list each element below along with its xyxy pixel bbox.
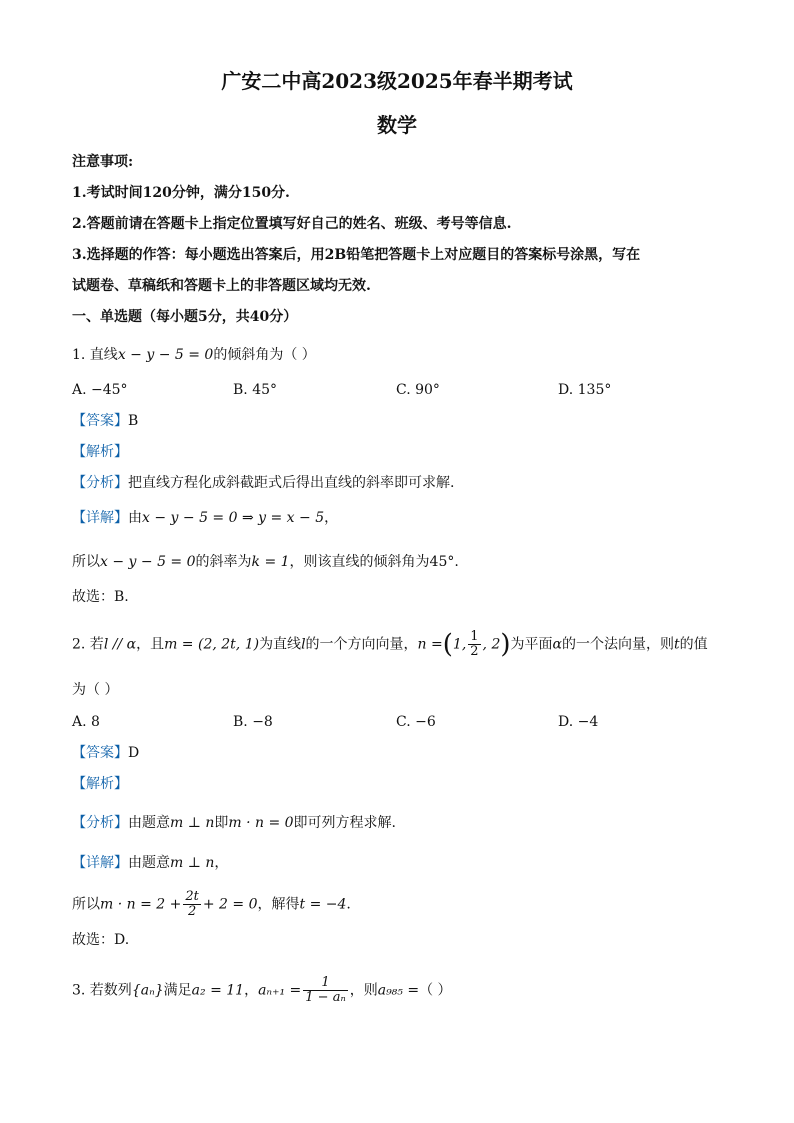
q1-option-b: B. 45° xyxy=(233,382,278,398)
q2-answer: 【答案】D xyxy=(72,745,140,761)
q1-detail-line2: 所以x − y − 5 = 0的斜率为k = 1，则该直线的倾斜角为45°. xyxy=(72,554,459,570)
q1-conclusion: 故选：B. xyxy=(72,589,129,605)
q2-option-d: D. −4 xyxy=(558,714,599,730)
q2-option-b: B. −8 xyxy=(233,714,273,730)
q2-option-a: A. 8 xyxy=(72,714,100,730)
subject-title: 数学 xyxy=(377,113,417,137)
answer-tag: 【答案】 xyxy=(72,413,128,429)
notes-heading: 注意事项: xyxy=(72,154,134,170)
q2-fenxi: 【分析】由题意m ⊥ n即m · n = 0即可列方程求解. xyxy=(72,815,396,831)
note-1: 1.考试时间120分钟，满分150分. xyxy=(72,185,290,201)
q1-option-d: D. 135° xyxy=(558,382,612,398)
note-3: 3.选择题的作答：每小题选出答案后，用2B铅笔把答题卡上对应题目的答案标号涂黑，写在 xyxy=(72,247,641,263)
q1-option-a: A. −45° xyxy=(72,382,128,398)
q2-stem-line2: 为（ ） xyxy=(72,682,119,698)
note-2: 2.答题前请在答题卡上指定位置填写好自己的姓名、班级、考号等信息. xyxy=(72,216,512,232)
q1-option-c: C. 90° xyxy=(396,382,440,398)
section-heading: 一、单选题（每小题5分，共40分） xyxy=(72,309,298,325)
q2-conclusion: 故选：D. xyxy=(72,932,130,948)
q2-detail-line2: 所以m · n = 2 + $\frac{2t}{2}$ + 2 = 0，解得t = −4. xyxy=(72,889,351,919)
q1-answer: 【答案】B xyxy=(72,413,139,429)
q2-option-c: C. −6 xyxy=(396,714,436,730)
q1-detail: 【详解】由x − y − 5 = 0 ⇒ y = x − 5， xyxy=(72,510,339,526)
q2-analysis-tag: 【解析】 xyxy=(72,776,128,792)
q1-analysis-tag: 【解析】 xyxy=(72,444,128,460)
exam-title: 广安二中高2023级2025年春半期考试 xyxy=(221,69,573,93)
note-3-cont: 试题卷、草稿纸和答题卡上的非答题区域均无效. xyxy=(72,278,371,294)
q3-stem: 3. 若数列{aₙ}满足a₂ = 11，aₙ₊₁ = $\frac{1}{\text{1 − aₙ}}$ ，则a₉₈₅ =（ ） xyxy=(72,975,452,1005)
q2-stem: 2. 若l // α，且m = (2, 2t, 1)为直线l的一个方向向量，n =(1, $\frac{1}{2}$ , 2)为平面α的一个法向量，则t的值 xyxy=(72,629,708,660)
q1-stem: 1. 直线x − y − 5 = 0的倾斜角为（ ） xyxy=(72,347,316,363)
q1-fenxi: 【分析】把直线方程化成斜截距式后得出直线的斜率即可求解. xyxy=(72,475,455,491)
q2-detail: 【详解】由题意m ⊥ n， xyxy=(72,855,229,871)
